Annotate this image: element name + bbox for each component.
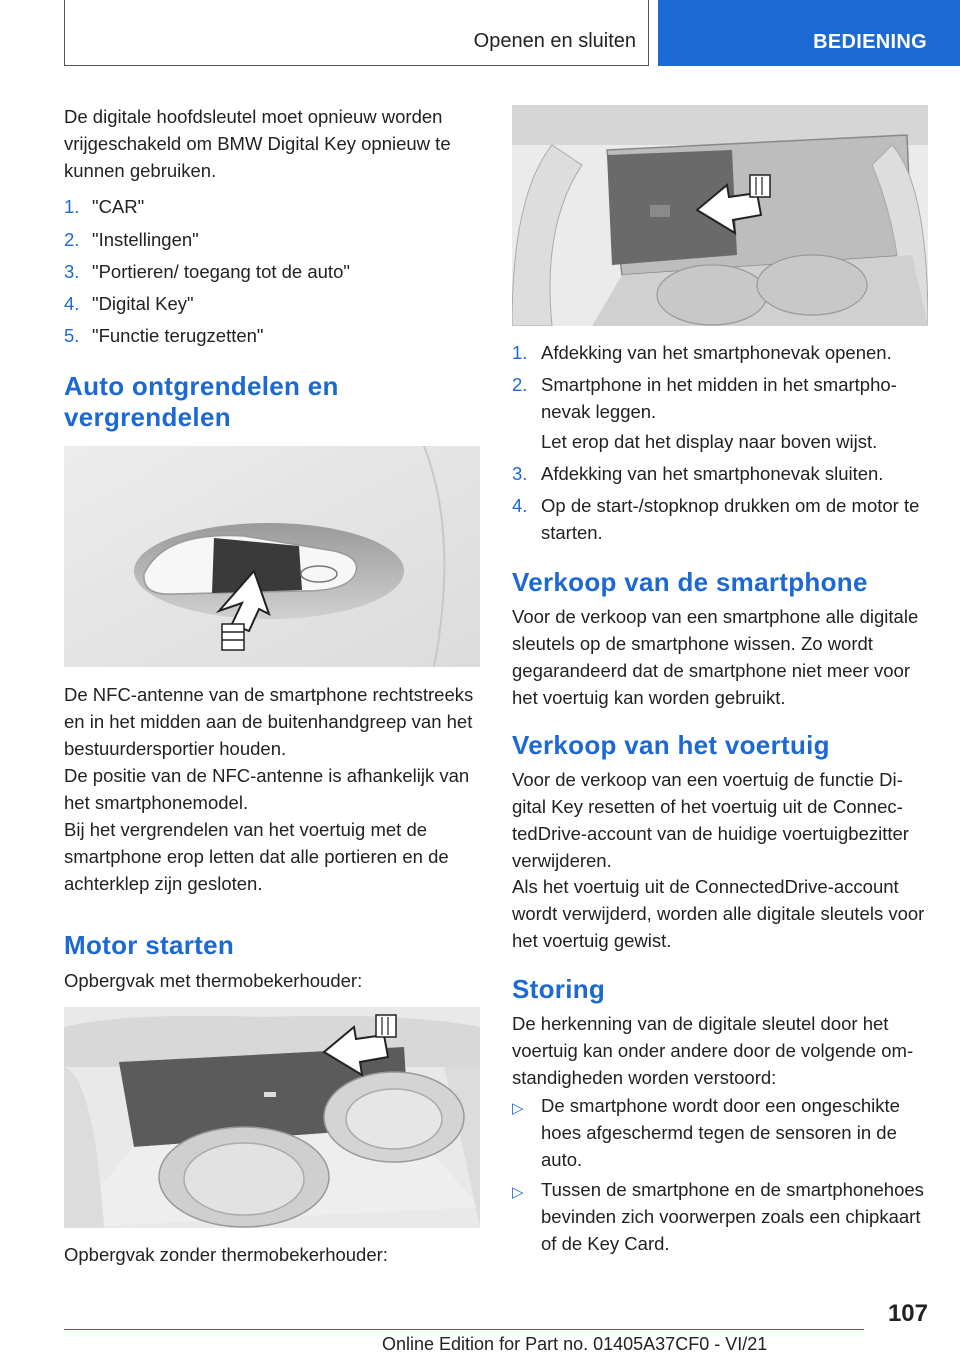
list-item: De smartphone wordt door een ongeschikte hoes afgeschermd tegen de sensoren in de auto. bbox=[541, 1095, 900, 1170]
list-item: "Instellingen" bbox=[92, 229, 199, 250]
cupholder-svg bbox=[64, 1007, 480, 1228]
list-number: 2. bbox=[512, 374, 528, 395]
nfc-paragraph-3: Bij het vergrendelen van het voertuig met de smartphone erop letten dat alle portieren en de achterklep zijn gesloten. bbox=[64, 819, 449, 894]
heading-sale-vehicle: Verkoop van het voertuig bbox=[512, 730, 830, 760]
list-item: Afdekking van het smartphonevak sluiten. bbox=[541, 463, 884, 484]
heading-engine-start: Motor starten bbox=[64, 930, 235, 960]
list-item: "Portieren/ toegang tot de auto" bbox=[92, 261, 350, 282]
list-item: Tussen de smartphone en de smartphonehoes bevinden zich voorwerpen zoals een chipkaart of de Key Card. bbox=[541, 1179, 924, 1254]
no-cupholder-svg bbox=[512, 105, 928, 326]
list-number: 3. bbox=[512, 463, 528, 484]
footer-divider bbox=[64, 1329, 864, 1330]
header-section-box bbox=[64, 0, 649, 66]
list-number: 1. bbox=[512, 342, 528, 363]
list-number: 1. bbox=[64, 196, 80, 217]
chapter-tab-label: BEDIENING bbox=[813, 31, 927, 53]
list-item: "Functie terugzetten" bbox=[92, 325, 264, 346]
chapter-tab[interactable] bbox=[658, 0, 960, 66]
storage-compartment-cupholder-illustration bbox=[64, 1007, 480, 1228]
section-title: Openen en sluiten bbox=[473, 30, 636, 52]
caption-with-cupholder: Opbergvak met thermobekerhouder: bbox=[64, 970, 363, 991]
heading-unlock-line2: vergrendelen bbox=[64, 402, 231, 432]
list-item: "CAR" bbox=[92, 196, 145, 217]
edition-footer: Online Edition for Part no. 01405A37CF0 - VI/21 bbox=[382, 1334, 768, 1354]
sale-vehicle-paragraph-1: Voor de verkoop van een voertuig de functie Digital Key resetten of het voertuig uit de ConnectedDrive-account van de huidige voertuigbezitter verwijderen. bbox=[512, 769, 909, 871]
sale-smartphone-paragraph: Voor de verkoop van een smartphone alle digitale sleutels op de smartphone wissen. Zo wordt gegarandeerd dat de smartphone niet meer voor het voertuig kan worden gebruikt. bbox=[512, 606, 919, 708]
heading-unlock-line1: Auto ontgrendelen en bbox=[64, 371, 339, 401]
nfc-paragraph-2: De positie van de NFC-antenne is afhankelijk van het smartphonemodel. bbox=[64, 765, 470, 813]
list-number: 2. bbox=[64, 229, 80, 250]
list-number: 3. bbox=[64, 261, 80, 282]
list-number: 5. bbox=[64, 325, 80, 346]
list-item-note: Let erop dat het display naar boven wijst. bbox=[541, 431, 878, 452]
bullet-triangle-icon: ▷ bbox=[512, 1100, 524, 1117]
fault-paragraph: De herkenning van de digitale sleutel door het voertuig kan onder andere door de volgende omstandigheden worden verstoord: bbox=[512, 1013, 914, 1088]
list-item: Afdekking van het smartphonevak openen. bbox=[541, 342, 892, 363]
heading-fault: Storing bbox=[512, 974, 606, 1004]
door-handle-illustration bbox=[64, 446, 480, 667]
heading-sale-smartphone: Verkoop van de smartphone bbox=[512, 567, 868, 597]
bullet-triangle-icon: ▷ bbox=[512, 1184, 524, 1201]
list-item: "Digital Key" bbox=[92, 293, 194, 314]
list-number: 4. bbox=[512, 495, 528, 516]
storage-compartment-no-cupholder-illustration bbox=[512, 105, 928, 326]
caption-without-cupholder: Opbergvak zonder thermobekerhouder: bbox=[64, 1244, 388, 1265]
nfc-paragraph-1: De NFC-antenne van de smartphone rechtstreeks en in het midden aan de buitenhandgreep van het bestuurdersportier houden. bbox=[64, 684, 474, 759]
list-item: Smartphone in het midden in het smartphonevak leggen. bbox=[541, 374, 897, 422]
sale-vehicle-paragraph-2: Als het voertuig uit de ConnectedDrive-account wordt verwijderd, worden alle digitale sleutels voor het voertuig gewist. bbox=[512, 876, 925, 951]
page-number: 107 bbox=[887, 1300, 928, 1327]
list-item: Op de start-/stopknop drukken om de motor te starten. bbox=[541, 495, 920, 543]
intro-paragraph: De digitale hoofdsleutel moet opnieuw worden vrijgeschakeld om BMW Digital Key opnieuw te kunnen gebruiken. bbox=[64, 106, 451, 181]
list-number: 4. bbox=[64, 293, 80, 314]
door-handle-svg bbox=[64, 446, 480, 667]
